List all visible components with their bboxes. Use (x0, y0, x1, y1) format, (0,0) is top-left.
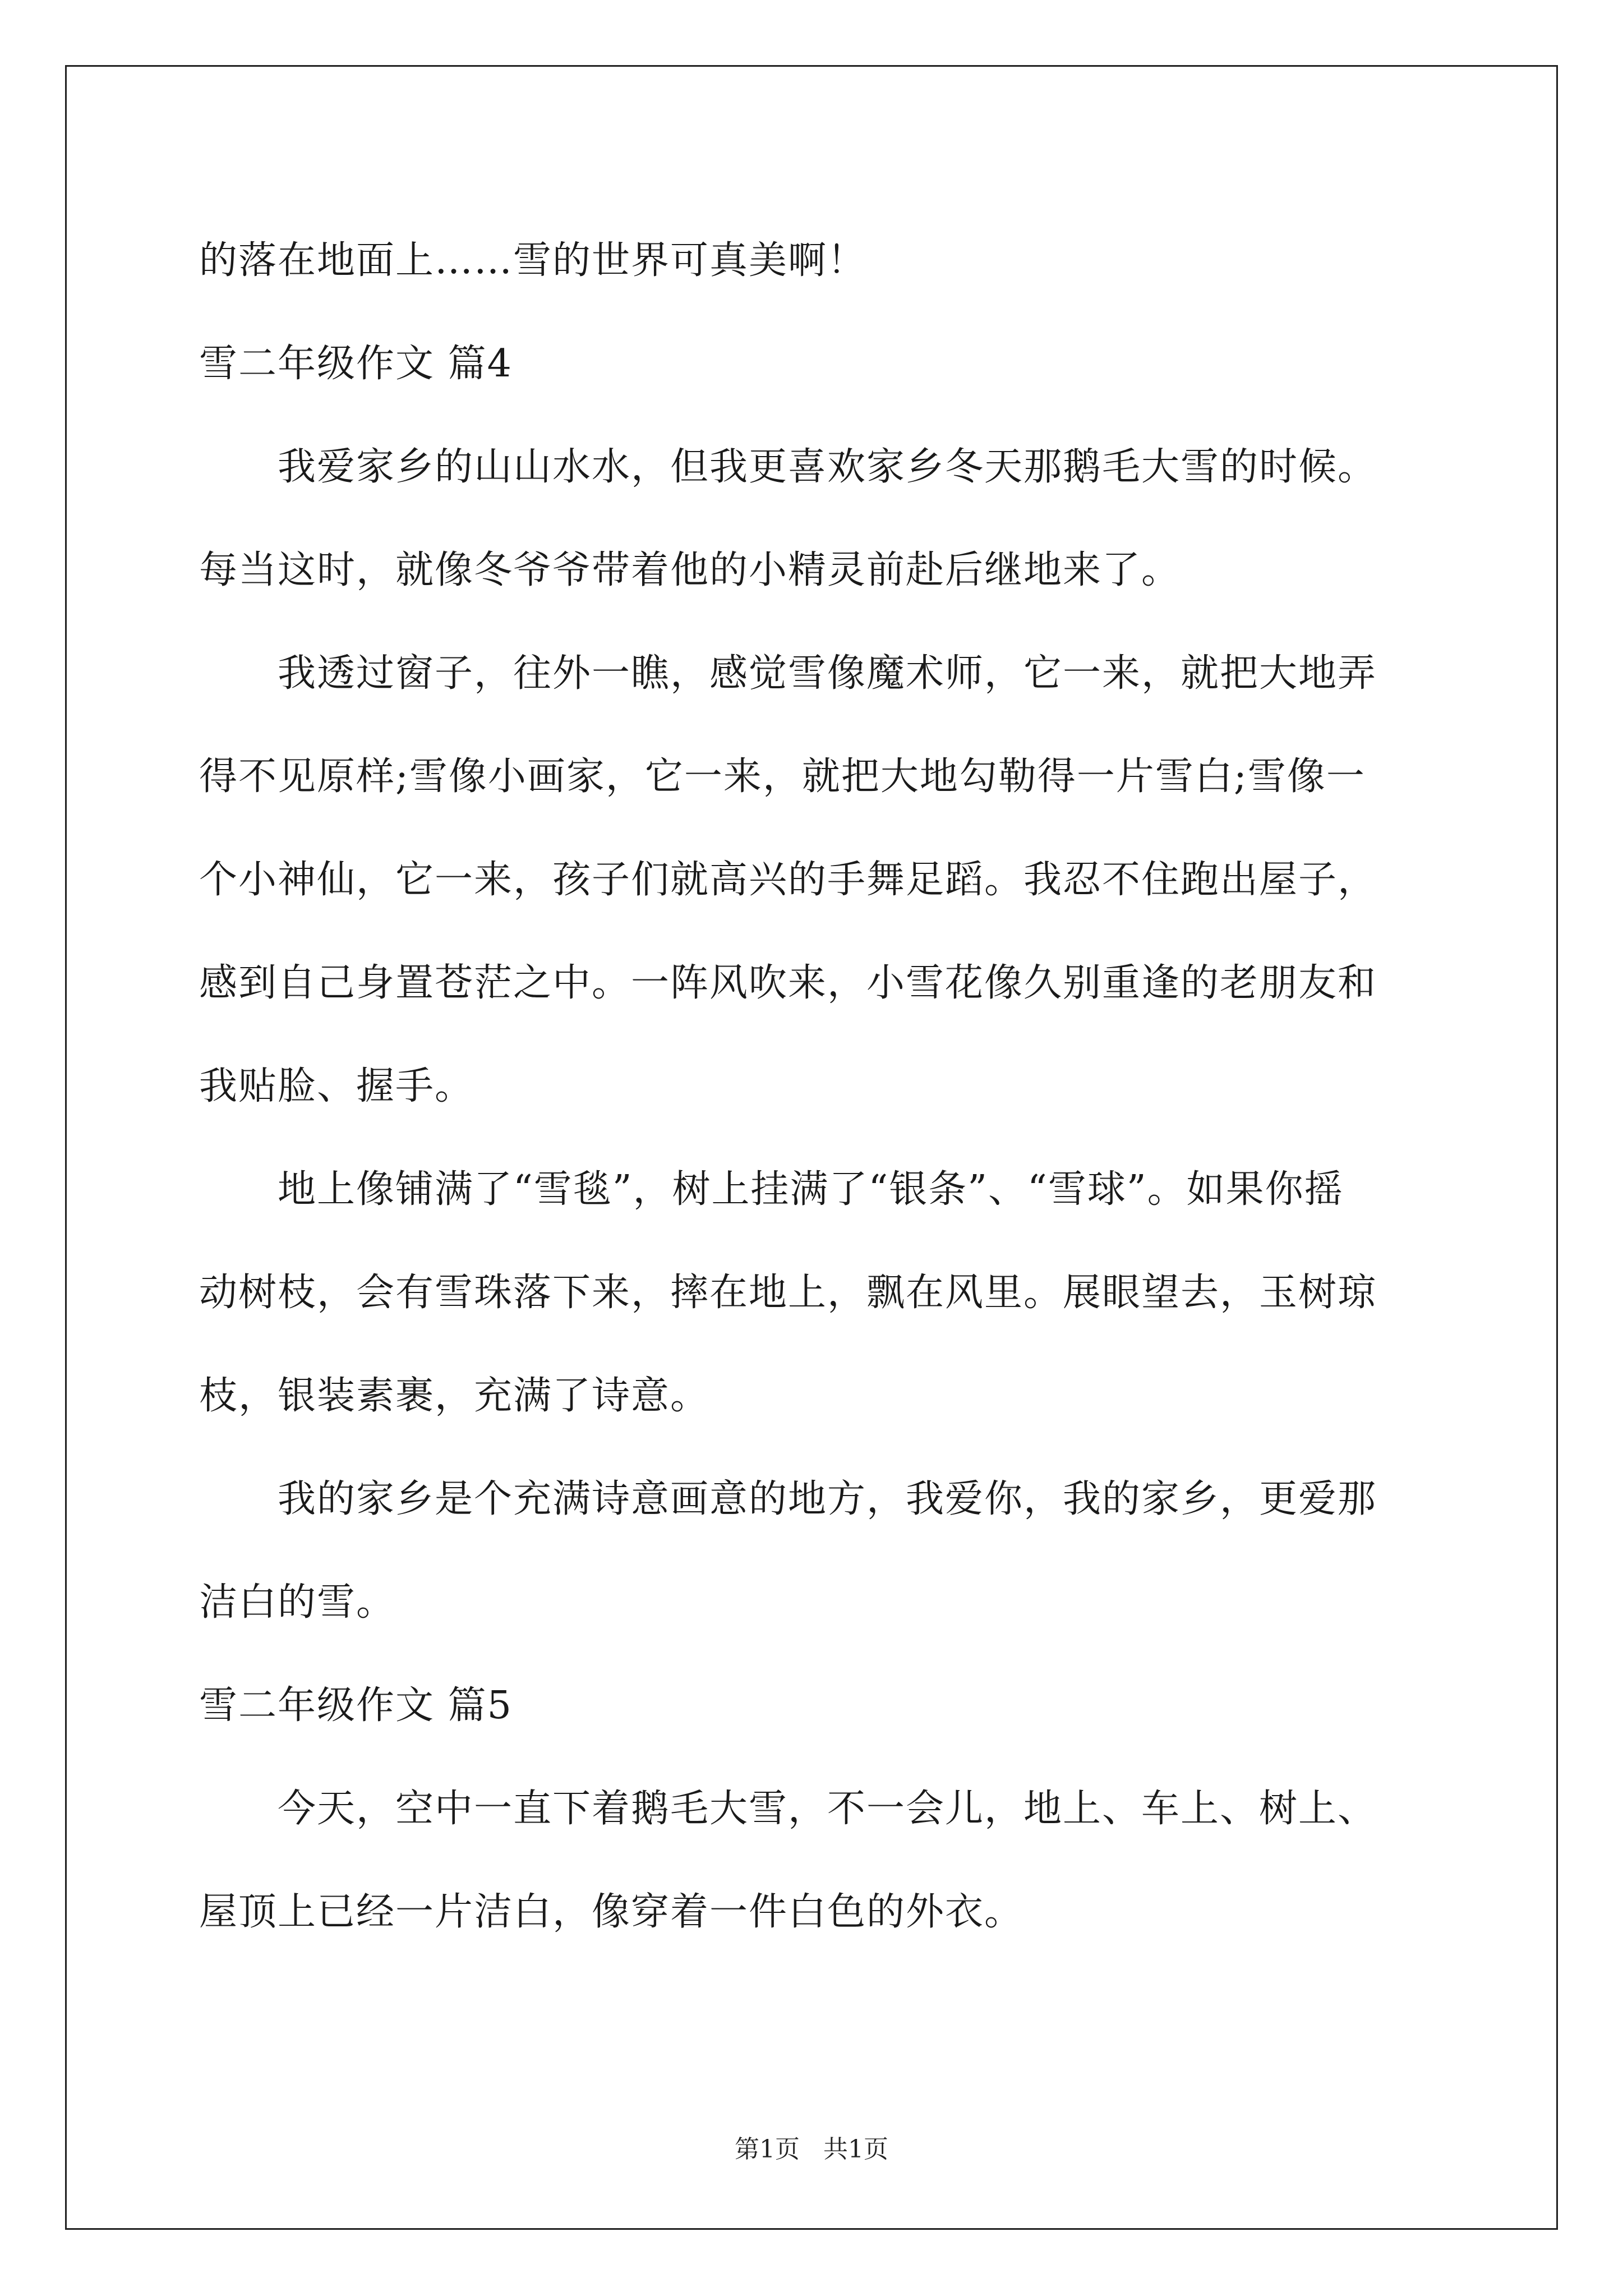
text-line: 我透过窗子，往外一瞧，感觉雪像魔术师，它一来，就把大地弄 (278, 651, 1377, 696)
text-line: 动树枝，会有雪珠落下来，摔在地上，飘在风里。展眼望去，玉树琼 (199, 1271, 1377, 1315)
section-heading: 雪二年级作文 篇4 (199, 342, 513, 386)
text-line: 屋顶上已经一片洁白，像穿着一件白色的外衣。 (199, 1890, 1024, 1934)
text-line: 得不见原样;雪像小画家，它一来，就把大地勾勒得一片雪白;雪像一 (199, 754, 1366, 799)
page-total: 共1页 (823, 2135, 888, 2164)
text-line: 地上像铺满了“雪毯”，树上挂满了“银条”、“雪球”。如果你摇 (278, 1167, 1344, 1212)
text-line: 个小神仙，它一来，孩子们就高兴的手舞足蹈。我忍不住跑出屋子， (199, 858, 1377, 902)
text-line: 的落在地面上……雪的世界可真美啊！ (199, 238, 867, 283)
document-body (199, 209, 1436, 1964)
page-footer (0, 2133, 1623, 2166)
text-line: 我的家乡是个充满诗意画意的地方，我爱你，我的家乡，更爱那 (278, 1477, 1377, 1521)
section-heading: 雪二年级作文 篇5 (199, 1683, 513, 1728)
text-line: 枝，银装素裹，充满了诗意。 (199, 1374, 710, 1418)
text-line: 我爱家乡的山山水水，但我更喜欢家乡冬天那鹅毛大雪的时候。 (278, 445, 1377, 489)
text-line: 今天，空中一直下着鹅毛大雪，不一会儿，地上、车上、树上、 (278, 1787, 1377, 1831)
text-line: 每当这时，就像冬爷爷带着他的小精灵前赴后继地来了。 (199, 548, 1181, 592)
page-number: 第1页 (735, 2135, 800, 2164)
text-line: 感到自己身置苍茫之中。一阵风吹来，小雪花像久别重逢的老朋友和 (199, 961, 1377, 1005)
text-line: 洁白的雪。 (199, 1580, 396, 1625)
text-line: 我贴脸、握手。 (199, 1064, 474, 1108)
